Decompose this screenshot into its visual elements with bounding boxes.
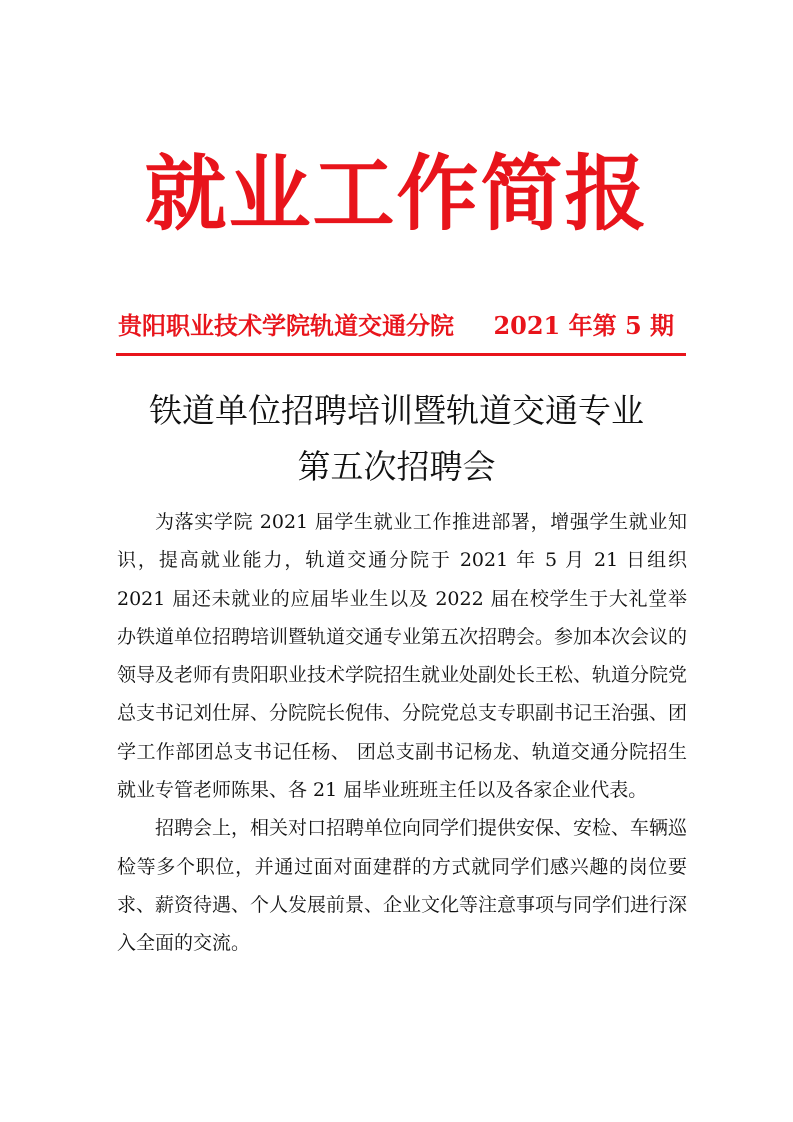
masthead-title: 就业工作简报 (144, 147, 649, 242)
issue-number: 2021 年第 5 期 (493, 311, 674, 340)
article-title-line-1: 铁道单位招聘培训暨轨道交通专业 (149, 391, 644, 430)
article-paragraph: 为落实学院 2021 届学生就业工作推进部署，增强学生就业知识，提高就业能力，轨道交通分院于 2021 年 5 月 21 日组织 2021 届还未就业的应届毕业生以及 2022 届在校学生于大礼堂举办铁道单位招聘培训暨轨道交通专业第五次招聘会。参加本次会议的领导及老师有贵阳职业技术学院招生就业处副处长王松、轨道分院党总支书记刘仕屏、分院院长倪伟、分院党总支专职副书记王治强、团学工作部团总支书记任杨、 团总支副书记杨龙、轨道交通分院招生就业专管老师陈果、各 21 届毕业班班主任以及各家企业代表。 (117, 511, 688, 802)
article-paragraph: 招聘会上，相关对口招聘单位向同学们提供安保、安检、车辆巡检等多个职位，并通过面对面建群的方式就同学们感兴趣的岗位要求、薪资待遇、个人发展前景、企业文化等注意事项与同学们进行深入全面的交流。 (117, 817, 688, 955)
article-title-line-2: 第五次招聘会 (297, 447, 496, 486)
issue-line (118, 308, 686, 344)
red-divider (116, 353, 686, 356)
article-title (80, 383, 713, 495)
article-body (117, 503, 687, 963)
organization-name: 贵阳职业技术学院轨道交通分院 (118, 311, 454, 340)
